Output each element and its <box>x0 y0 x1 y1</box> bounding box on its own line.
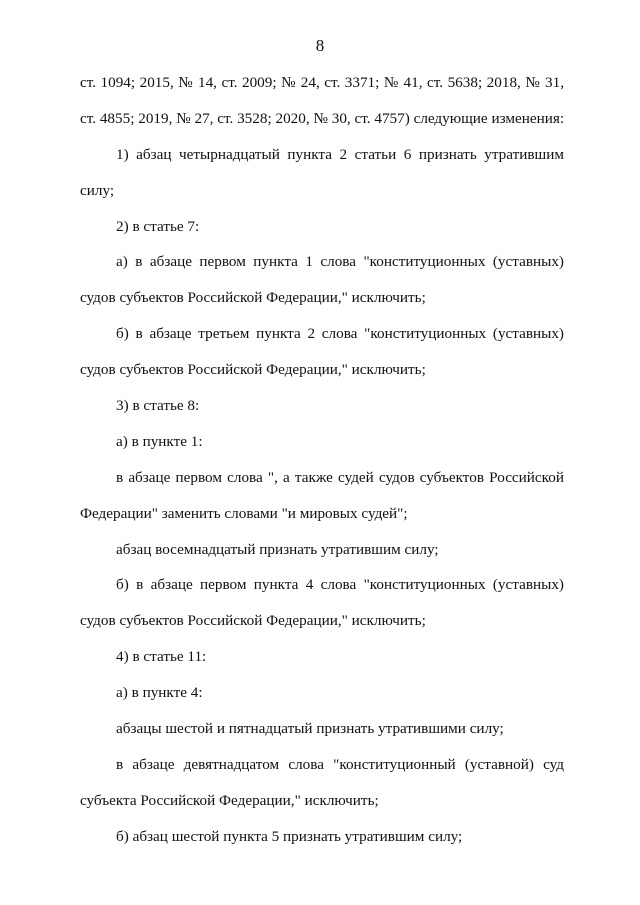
text-line: б) в абзаце третьем пункта 2 слова "конституционных (уставных) <box>116 325 564 343</box>
text-line: силу; <box>80 181 115 199</box>
text-line: а) в пункте 4: <box>116 684 203 702</box>
text-line: абзац восемнадцатый признать утратившим силу; <box>116 540 439 558</box>
text-line: абзацы шестой и пятнадцатый признать утратившими силу; <box>116 720 504 738</box>
text-line: судов субъектов Российской Федерации," исключить; <box>80 289 426 307</box>
text-line: ст. 1094; 2015, № 14, ст. 2009; № 24, ст. 3371; № 41, ст. 5638; 2018, № 31, <box>80 74 564 91</box>
text-line: 1) абзац четырнадцатый пункта 2 статьи 6 признать утратившим <box>116 145 564 163</box>
text-line: 2) в статье 7: <box>116 217 200 235</box>
text-line: субъекта Российской Федерации," исключить; <box>80 791 379 809</box>
text-line: Федерации" заменить словами "и мировых судей"; <box>80 504 408 522</box>
page-number: 8 <box>315 36 325 55</box>
text-line: 4) в статье 11: <box>116 648 207 666</box>
document-body <box>80 65 564 855</box>
text-line: ст. 4855; 2019, № 27, ст. 3528; 2020, № 30, ст. 4757) следующие изменения: <box>80 109 564 127</box>
text-line: а) в абзаце первом пункта 1 слова "конституционных (уставных) <box>116 253 564 271</box>
text-line: б) абзац шестой пункта 5 признать утратившим силу; <box>116 827 463 845</box>
text-line: судов субъектов Российской Федерации," исключить; <box>80 361 426 379</box>
text-line: б) в абзаце первом пункта 4 слова "конституционных (уставных) <box>116 576 564 594</box>
text-line: в абзаце первом слова ", а также судей судов субъектов Российской <box>116 468 564 486</box>
text-line: а) в пункте 1: <box>116 432 203 450</box>
text-line: в абзаце девятнадцатом слова "конституционный (уставной) суд <box>116 755 564 773</box>
text-line: 3) в статье 8: <box>116 397 200 415</box>
text-line: судов субъектов Российской Федерации," исключить; <box>80 612 426 630</box>
